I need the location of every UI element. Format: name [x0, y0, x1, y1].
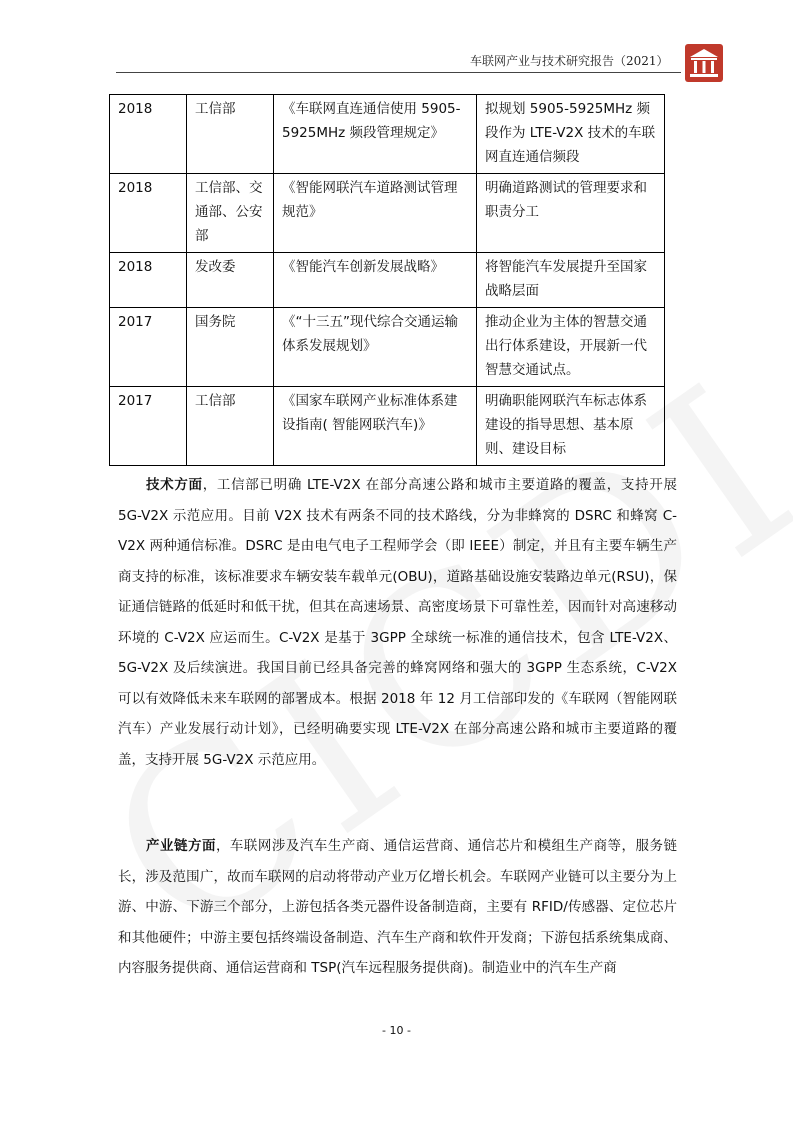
table-cell-doc: 《国家车联网产业标准体系建设指南( 智能网联汽车)》	[274, 387, 477, 466]
table-cell-year: 2017	[110, 387, 187, 466]
paragraph-industry-chain	[118, 831, 677, 984]
table-cell-year: 2018	[110, 174, 187, 253]
table-cell-year: 2018	[110, 95, 187, 174]
paragraph-lead: 技术方面	[146, 477, 203, 493]
table-cell-dept: 工信部	[187, 387, 274, 466]
table-cell-doc: 《智能网联汽车道路测试管理规范》	[274, 174, 477, 253]
paragraph-technology	[118, 470, 677, 775]
header-title: 车联网产业与技术研究报告（2021）	[470, 54, 669, 68]
table-cell-desc: 推动企业为主体的智慧交通出行体系建设，开展新一代智慧交通试点。	[477, 308, 665, 387]
table-cell-dept: 工信部、交通部、公安部	[187, 174, 274, 253]
table-cell-desc: 将智能汽车发展提升至国家战略层面	[477, 253, 665, 308]
table-cell-dept: 国务院	[187, 308, 274, 387]
table-row	[110, 308, 665, 387]
table-cell-year: 2018	[110, 253, 187, 308]
table-row	[110, 387, 665, 466]
table-cell-dept: 发改委	[187, 253, 274, 308]
table-cell-doc: 《车联网直连通信使用 5905-5925MHz 频段管理规定》	[274, 95, 477, 174]
paragraph-text: ，工信部已明确 LTE-V2X 在部分高速公路和城市主要道路的覆盖，支持开展 5G-V2X 示范应用。目前 V2X 技术有两条不同的技术路线，分为非蜂窝的 DSRC 和蜂窝 C-V2X 两种通信标准。DSRC 是由电气电子工程师学会（即 IEEE）制定，并且有主要车辆生产商支持的标准，该标准要求车辆安装车载单元(OBU)，道路基础设施安装路边单元(RSU)，保证通信链路的低延时和低干扰，但其在高速场景、高密度场景下可靠性差，因而针对高速移动环境的 C-V2X 应运而生。C-V2X 是基于 3GPP 全球统一标准的通信技术，包含 LTE-V2X、5G-V2X 及后续演进。我国目前已经具备完善的蜂窝网络和强大的 3GPP 生态系统，C-V2X 可以有效降低未来车联网的部署成本。根据 2018 年 12 月工信部印发的《车联网（智能网联汽车）产业发展行动计划》，已经明确要实现 LTE-V2X 在部分高速公路和城市主要道路的覆盖，支持开展 5G-V2X 示范应用。	[118, 477, 677, 768]
table-cell-doc: 《智能汽车创新发展战略》	[274, 253, 477, 308]
institution-building-icon	[685, 44, 723, 82]
paragraph-lead: 产业链方面	[146, 838, 216, 854]
table-cell-desc: 明确职能网联汽车标志体系建设的指导思想、基本原则、建设目标	[477, 387, 665, 466]
page-number: - 10 -	[382, 1024, 411, 1037]
table-cell-dept: 工信部	[187, 95, 274, 174]
paragraph-text: ，车联网涉及汽车生产商、通信运营商、通信芯片和模组生产商等，服务链长，涉及范围广，故而车联网的启动将带动产业万亿增长机会。车联网产业链可以主要分为上游、中游、下游三个部分，上游包括各类元器件设备制造商，主要有 RFID/传感器、定位芯片和其他硬件；中游主要包括终端设备制造、汽车生产商和软件开发商；下游包括系统集成商、内容服务提供商、通信运营商和 TSP(汽车远程服务提供商)。制造业中的汽车生产商	[118, 838, 678, 976]
table-row	[110, 253, 665, 308]
table-row	[110, 95, 665, 174]
table-row	[110, 174, 665, 253]
table-cell-desc: 拟规划 5905-5925MHz 频段作为 LTE-V2X 技术的车联网直连通信频段	[477, 95, 665, 174]
policy-table	[109, 94, 665, 466]
table-cell-year: 2017	[110, 308, 187, 387]
table-cell-doc: 《“十三五”现代综合交通运输体系发展规划》	[274, 308, 477, 387]
header-rule	[116, 72, 681, 73]
table-cell-desc: 明确道路测试的管理要求和职责分工	[477, 174, 665, 253]
